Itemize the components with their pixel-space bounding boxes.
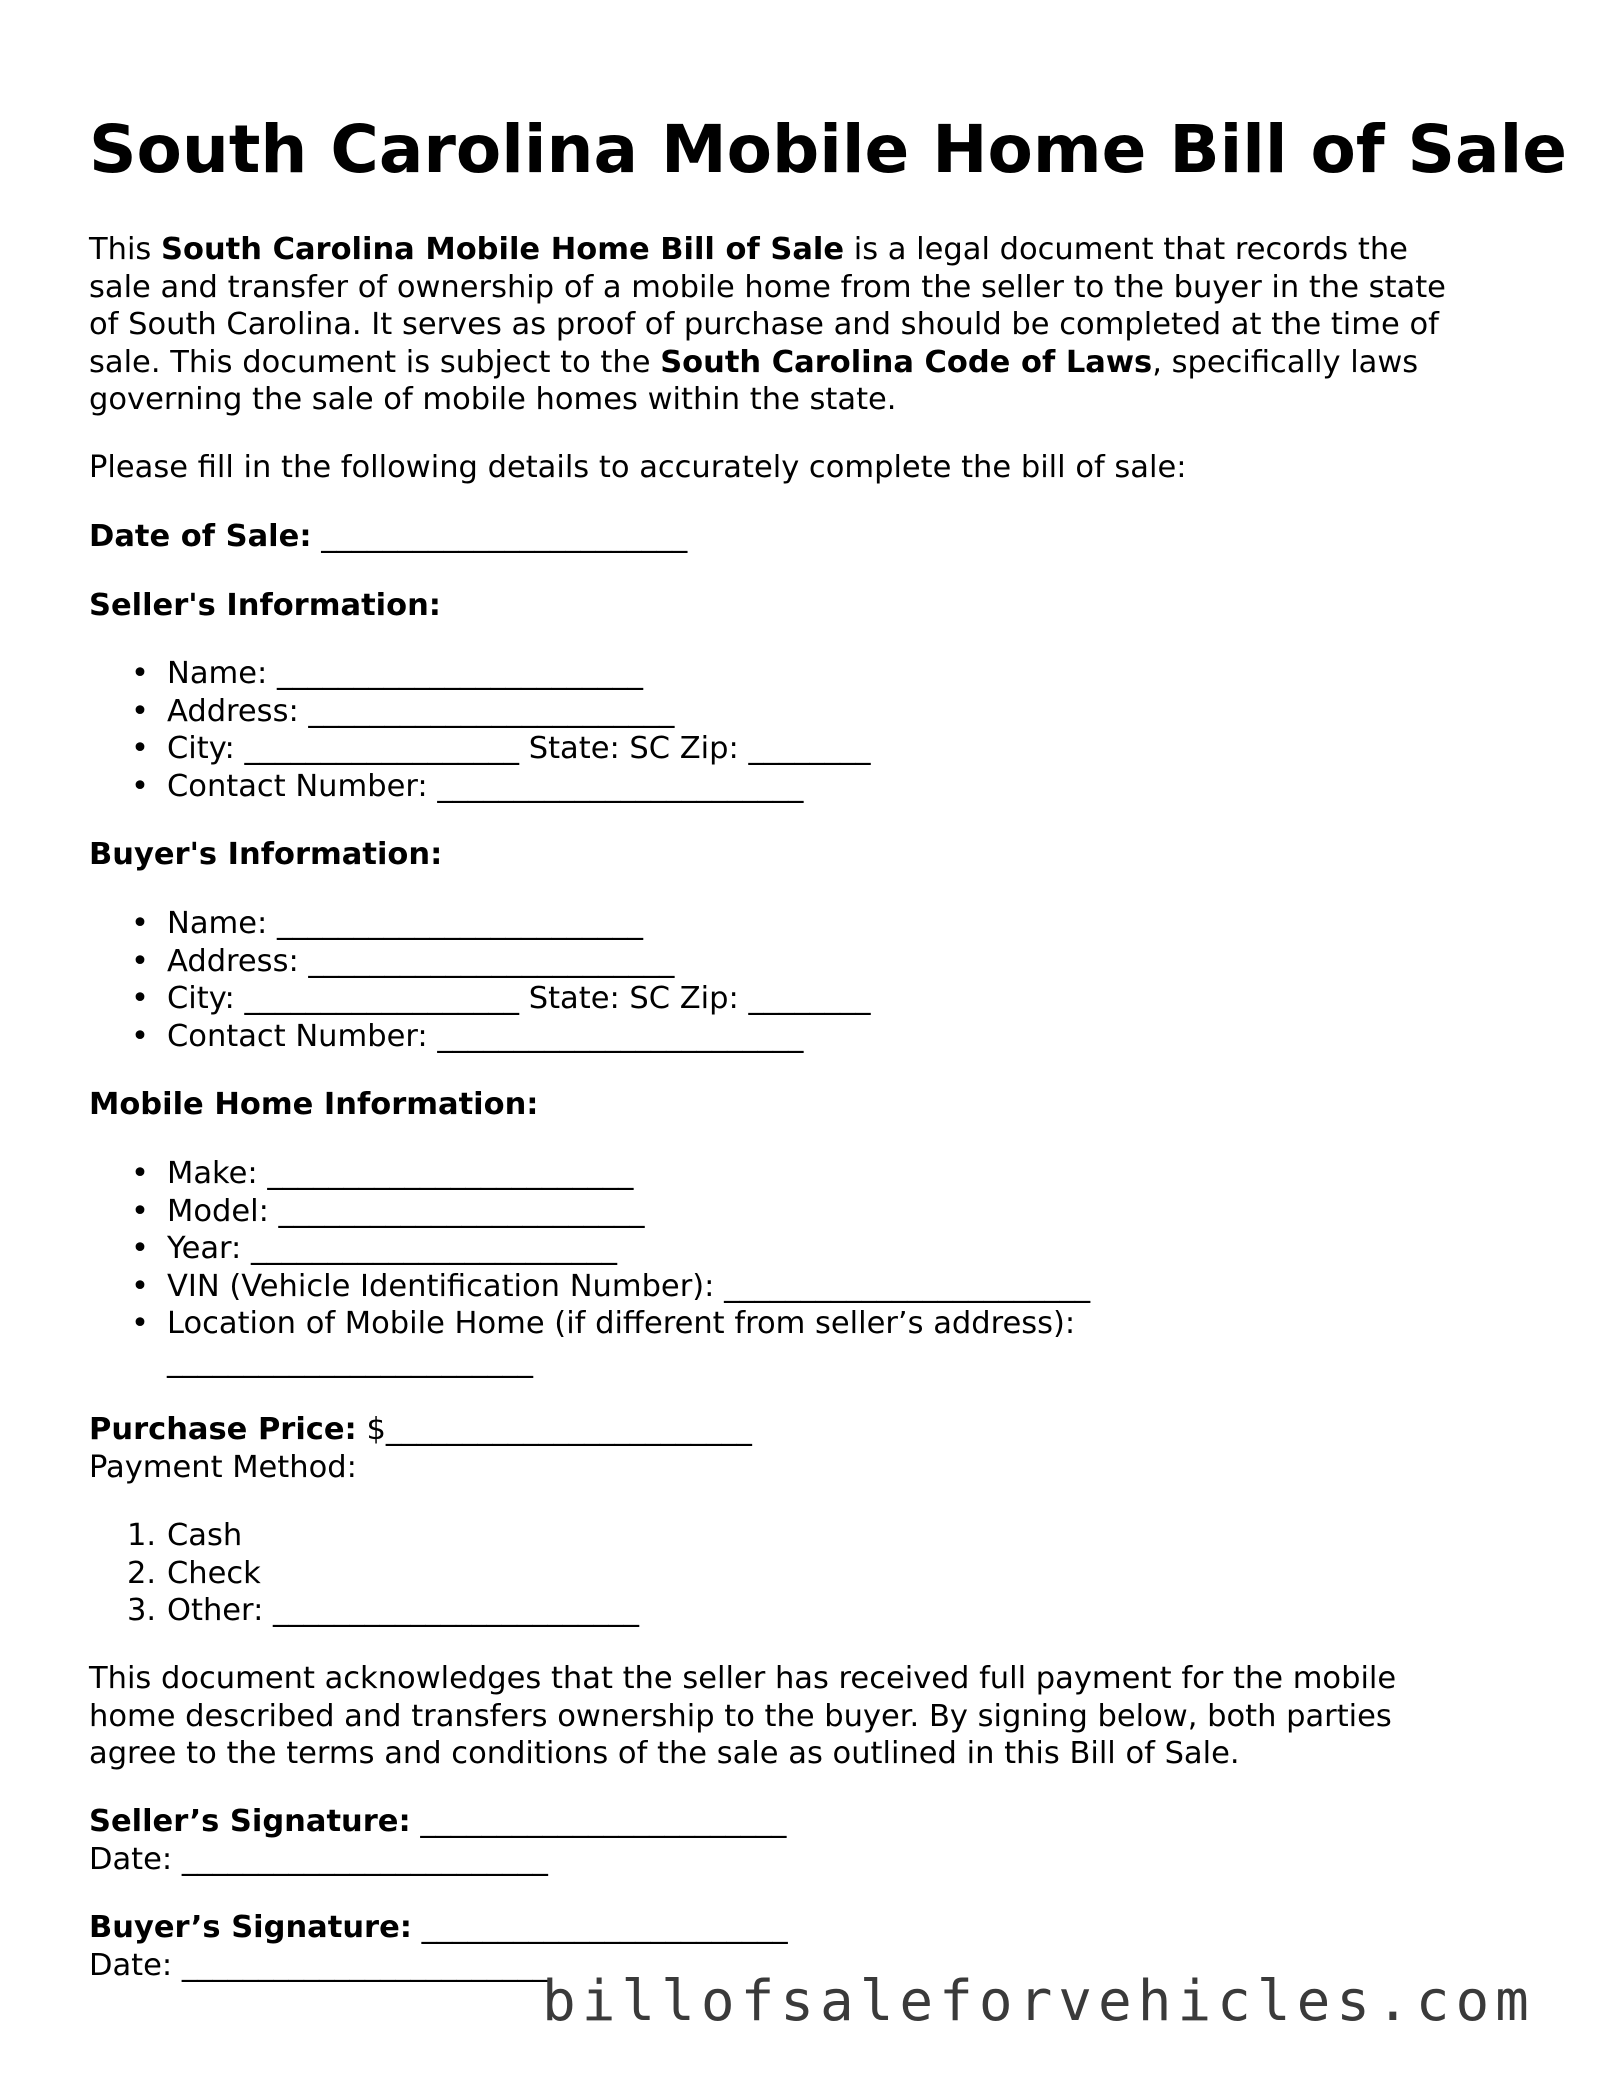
- bullet-icon: •: [131, 693, 149, 729]
- bullet-icon: •: [131, 731, 149, 766]
- seller-date-field[interactable]: Date: ________________________: [89, 1841, 548, 1877]
- bullet-icon: •: [131, 768, 149, 804]
- buyer-signature-label: Buyer’s Signature:: [89, 1910, 412, 1945]
- buyer-signature-field[interactable]: [89, 1909, 788, 1947]
- bullet-icon: •: [131, 1193, 149, 1229]
- buyer-signature-blank[interactable]: ________________________: [411, 1910, 788, 1945]
- seller-signature-field[interactable]: [89, 1803, 786, 1841]
- intro-line-1: This South Carolina Mobile Home Bill of Sale is a legal document that records the: [89, 232, 1408, 267]
- seller-signature-blank[interactable]: ________________________: [410, 1804, 787, 1839]
- bullet-icon: •: [131, 981, 149, 1016]
- buyer-heading: Buyer's Information:: [89, 837, 443, 872]
- purchase-price-label: Purchase Price:: [89, 1412, 357, 1447]
- date-of-sale-field[interactable]: [89, 518, 687, 556]
- seller-heading: Seller's Information:: [89, 588, 441, 623]
- document-title: South Carolina Mobile Home Bill of Sale: [89, 111, 1567, 188]
- date-of-sale-label: Date of Sale:: [89, 519, 312, 554]
- acknowledgment-line-2: home described and transfers ownership to the buyer. By signing below, both parties: [89, 1698, 1392, 1734]
- watermark-text: billofsaleforvehicles.com: [542, 1969, 1535, 2034]
- bullet-icon: •: [131, 1156, 149, 1191]
- mobile-home-heading: Mobile Home Information:: [89, 1087, 539, 1122]
- intro-line-4: sale. This document is subject to the South Carolina Code of Laws, specifically laws: [89, 344, 1419, 380]
- acknowledgment-line-1: This document acknowledges that the seller has received full payment for the mobile: [89, 1661, 1397, 1696]
- intro-line-3: of South Carolina. It serves as proof of purchase and should be completed at the time of: [89, 307, 1439, 342]
- buyer-date-field[interactable]: Date: ________________________: [89, 1947, 548, 1983]
- intro-line-2: sale and transfer of ownership of a mobile home from the seller to the buyer in the state: [89, 269, 1446, 305]
- bullet-icon: •: [131, 1306, 149, 1341]
- intro-line-5: governing the sale of mobile homes within the state.: [89, 382, 897, 417]
- bullet-icon: •: [131, 943, 149, 979]
- bullet-icon: •: [131, 1018, 149, 1054]
- seller-signature-label: Seller’s Signature:: [89, 1804, 411, 1839]
- date-of-sale-blank[interactable]: ________________________: [311, 519, 688, 554]
- purchase-price-blank[interactable]: $________________________: [356, 1412, 752, 1447]
- bullet-icon: •: [131, 656, 149, 691]
- payment-method-label: Payment Method:: [89, 1449, 357, 1485]
- bullet-icon: •: [131, 1231, 149, 1266]
- acknowledgment-line-3: agree to the terms and conditions of the sale as outlined in this Bill of Sale.: [89, 1736, 1240, 1771]
- purchase-price-field[interactable]: [89, 1411, 752, 1449]
- bullet-icon: •: [131, 1268, 149, 1304]
- bullet-icon: •: [131, 906, 149, 941]
- instruction-text: Please fill in the following details to accurately complete the bill of sale:: [89, 450, 1187, 485]
